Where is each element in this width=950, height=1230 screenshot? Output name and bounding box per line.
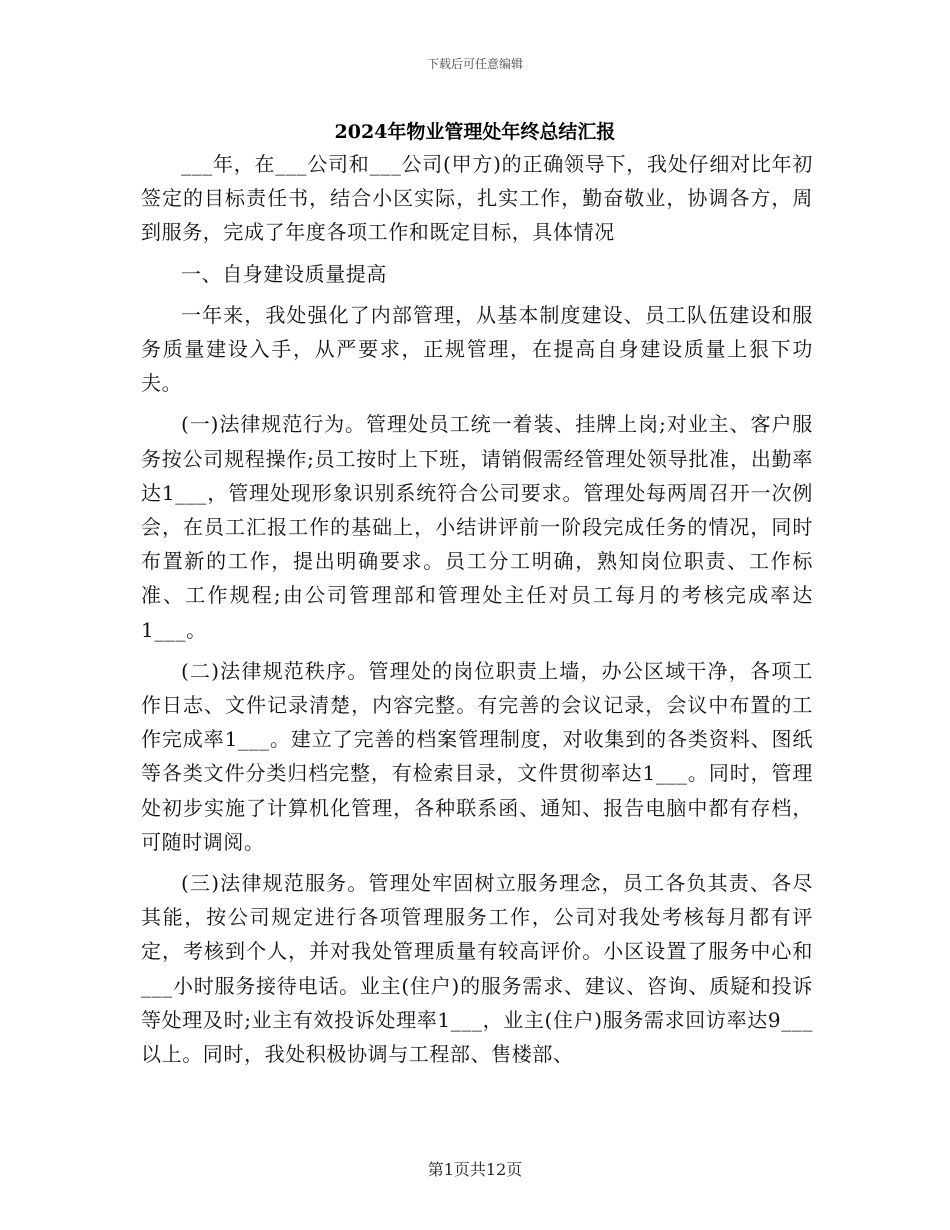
header-note: 下载后可任意编辑	[426, 57, 523, 71]
document-body	[141, 147, 813, 1071]
paragraph-service: (三)法律规范服务。管理处牢固树立服务理念，员工各负其责、各尽其能，按公司规定进行各项管理服务工作，公司对我处考核每月都有评定，考核到个人，并对我处管理质量有较高评价。小区设置了服务中心和___小时服务接待电话。业主(住户)的服务需求、建议、咨询、质疑和投诉等处理及时;业主有效投诉处理率1___，业主(住户)服务需求回访率达9___以上。同时，我处积极协调与工程部、售楼部、	[141, 871, 813, 1067]
paragraph-intro: ___年，在___公司和___公司(甲方)的正确领导下，我处仔细对比年初签定的目标责任书，结合小区实际，扎实工作，勤奋敬业，协调各方，周到服务，完成了年度各项工作和既定目标，具体情况	[141, 152, 813, 245]
document-title: 2024年物业管理处年终总结汇报	[334, 121, 616, 143]
paragraph-behavior: (一)法律规范行为。管理处员工统一着装、挂牌上岗;对业主、客户服务按公司规程操作;员工按时上下班，请销假需经管理处领导批准，出勤率达1___，管理处现形象识别系统符合公司要求。管理处每两周召开一次例会，在员工汇报工作的基础上，小结讲评前一阶段完成任务的情况，同时布置新的工作，提出明确要求。员工分工明确，熟知岗位职责、工作标准、工作规程;由公司管理部和管理处主任对员工每月的考核完成率达1___。	[141, 412, 813, 642]
page-footer: 第1页共12页	[427, 1160, 523, 1179]
paragraph-overview: 一年来，我处强化了内部管理，从基本制度建设、员工队伍建设和服务质量建设入手，从严要求，正规管理，在提高自身建设质量上狠下功夫。	[141, 302, 813, 396]
section-heading: 一、自身建设质量提高	[181, 261, 387, 286]
paragraph-order: (二)法律规范秩序。管理处的岗位职责上墙，办公区域干净，各项工作日志、文件记录清楚，内容完整。有完善的会议记录，会议中布置的工作完成率1___。建立了完善的档案管理制度，对收集到的各类资料、图纸等各类文件分类归档完整，有检索目录，文件贯彻率达1___。同时，管理处初步实施了计算机化管理，各种联系函、通知、报告电脑中都有存档，可随时调阅。	[141, 658, 813, 854]
